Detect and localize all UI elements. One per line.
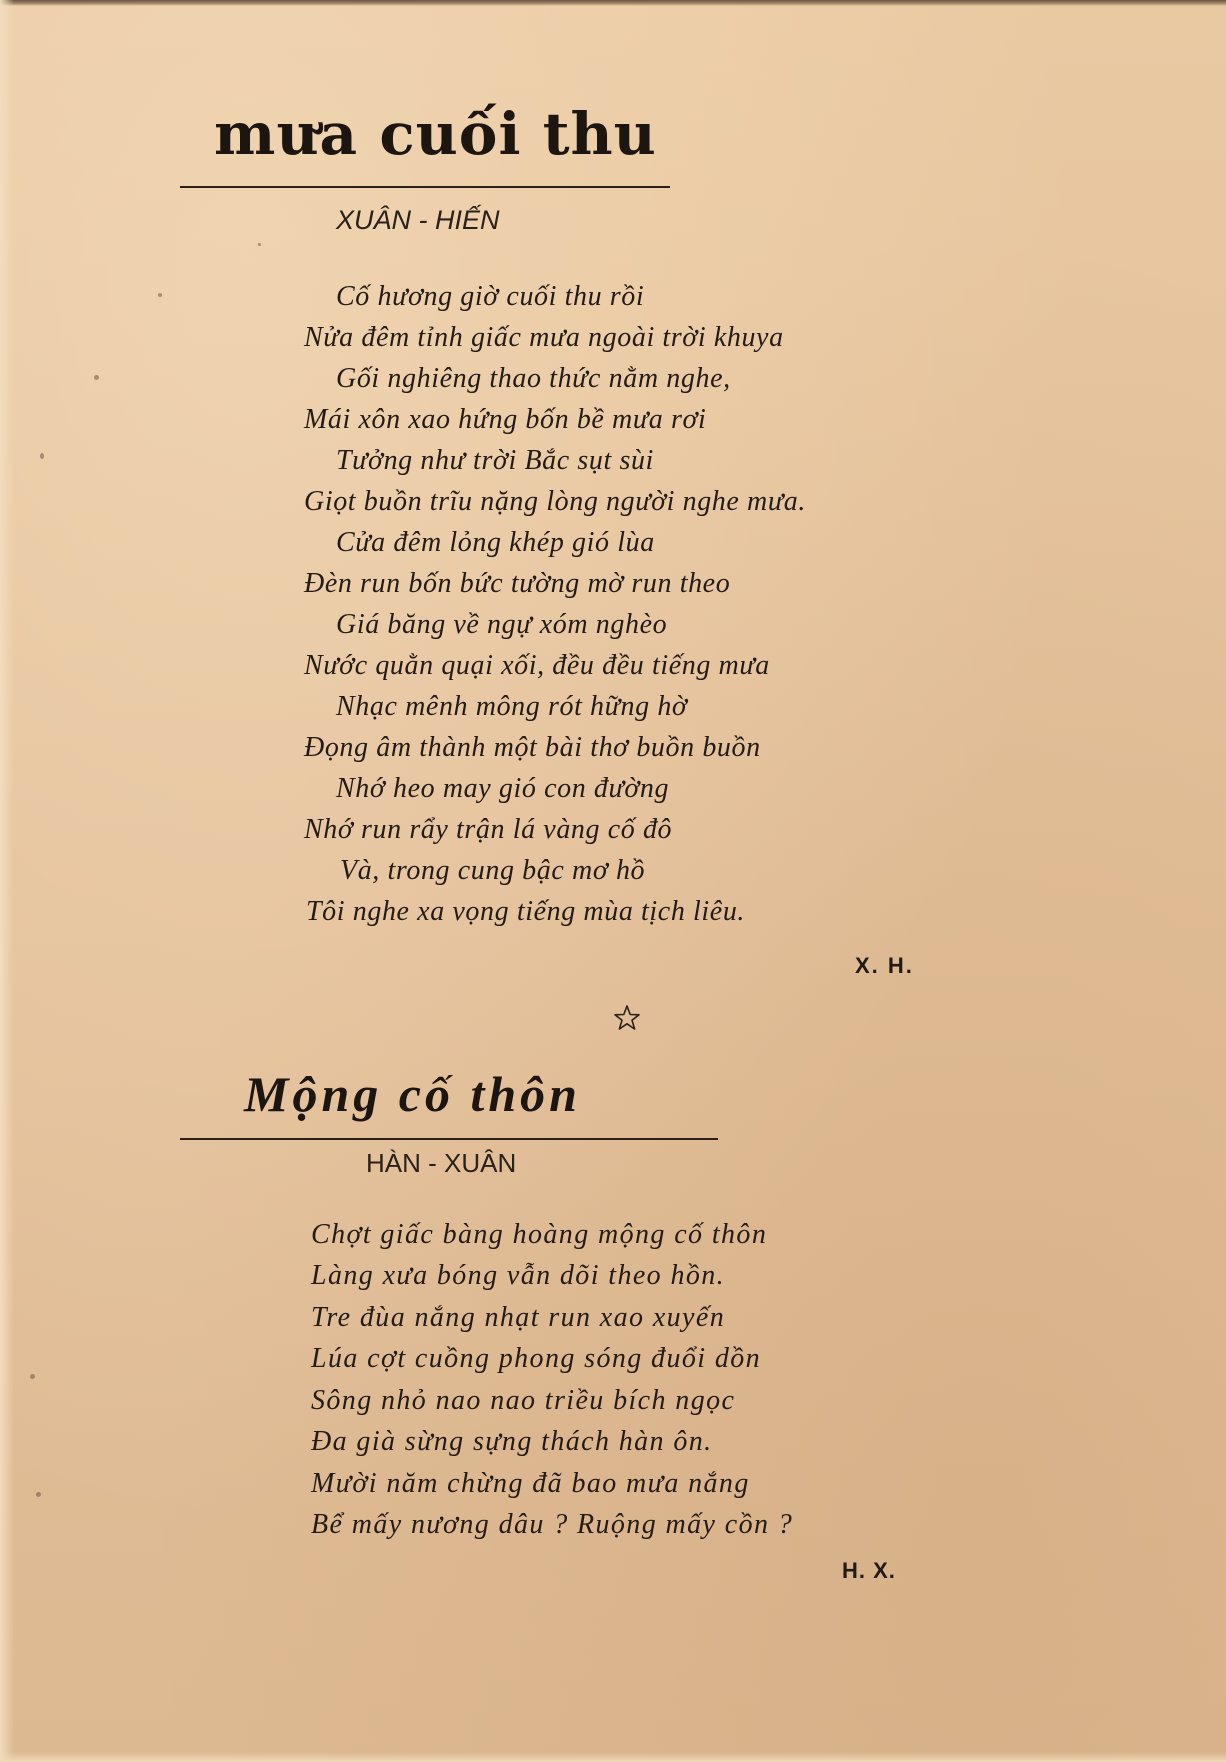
paper-speck [258,243,261,246]
poem-line: Gối nghiêng thao thức nằm nghe, [336,363,731,394]
poem-line: Nước quằn quại xối, đều đều tiếng mưa [304,650,770,681]
poem-line: Đèn run bốn bức tường mờ run theo [304,568,731,599]
poem-line: Đa già sừng sựng thách hàn ôn. [311,1426,713,1457]
poem-line: Sông nhỏ nao nao triều bích ngọc [311,1385,736,1416]
poem-line: Nửa đêm tỉnh giấc mưa ngoài trời khuya [304,322,784,353]
title-underline [180,1138,718,1140]
poem-line: Mái xôn xao hứng bốn bề mưa rơi [304,404,707,435]
paper-speck [158,293,162,297]
poem-author: XUÂN - HIẾN [336,205,500,235]
poem-line: Cố hương giờ cuối thu rồi [336,281,645,312]
poem-signature: H. X. [842,1558,896,1583]
poem-line: Và, trong cung bậc mơ hồ [340,855,646,886]
paper-speck [94,375,99,380]
poem-author: HÀN - XUÂN [366,1148,517,1178]
paper-speck [36,1492,41,1497]
poem-line: Đọng âm thành một bài thơ buồn buồn [304,732,761,763]
page-left-edge [0,0,14,1762]
poem-line: Giá băng về ngự xóm nghèo [336,609,668,640]
poem-line: Bể mấy nương dâu ? Ruộng mấy cồn ? [311,1509,794,1540]
poem-line: Chợt giấc bàng hoàng mộng cố thôn [311,1219,768,1250]
star-icon [612,1003,642,1033]
poem-line: Giọt buồn trĩu nặng lòng người nghe mưa. [304,486,806,517]
page-top-edge [0,0,1226,6]
poem-line: Làng xưa bóng vẫn dõi theo hồn. [311,1260,726,1291]
poem-line: Mười năm chừng đã bao mưa nắng [311,1468,750,1499]
poem-line: Tôi nghe xa vọng tiếng mùa tịch liêu. [306,896,746,927]
poem-line: Tre đùa nắng nhạt run xao xuyến [311,1302,726,1333]
poem-title: Mộng cố thôn [244,1066,581,1122]
page-bottom-edge [0,1752,1226,1762]
paper-speck [40,453,44,459]
poem-signature: X. H. [855,953,914,978]
poem-line: Nhớ run rẩy trận lá vàng cố đô [304,814,673,845]
poem-line: Lúa cợt cuồng phong sóng đuổi dồn [311,1343,762,1374]
poem-line: Cửa đêm lỏng khép gió lùa [336,527,655,558]
poem-title: mưa cuối thu [214,100,657,168]
poem-line: Nhớ heo may gió con đường [336,773,670,804]
title-underline [180,186,670,188]
paper-speck [30,1374,35,1379]
poem-line: Nhạc mênh mông rót hững hờ [336,691,688,722]
poem-line: Tưởng như trời Bắc sụt sùi [336,445,654,476]
